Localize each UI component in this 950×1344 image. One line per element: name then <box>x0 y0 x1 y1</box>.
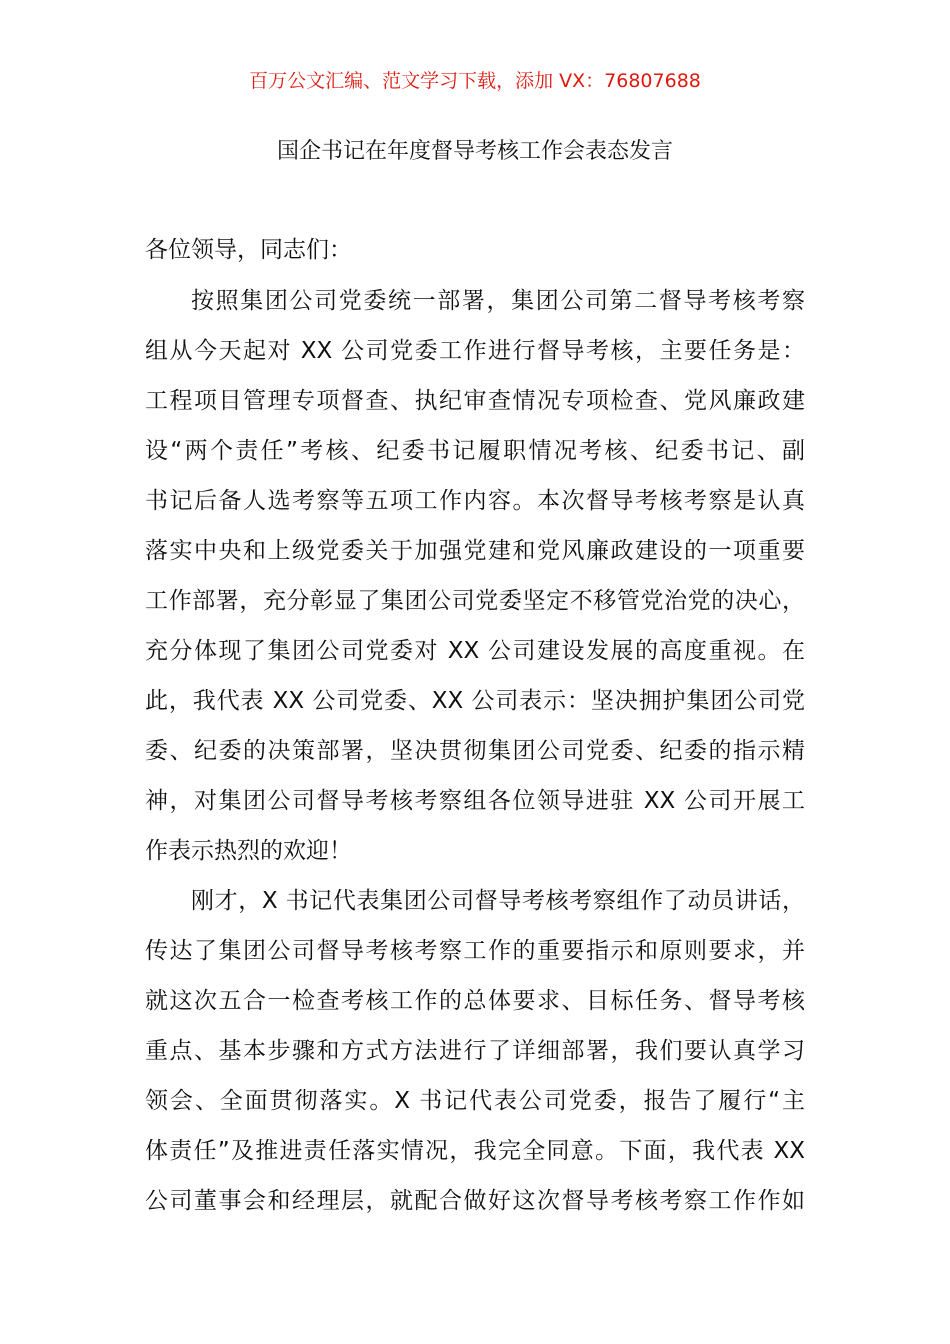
text-line: 作表示热烈的欢迎！ <box>145 838 352 864</box>
body-paragraph-2 <box>145 876 805 1226</box>
body-paragraph-1 <box>145 276 805 876</box>
text-line: 神，对集团公司督导考核考察组各位领导进驻 XX 公司开展工 <box>145 788 805 814</box>
text-line: 组从今天起对 XX 公司党委工作进行督导考核，主要任务是： <box>145 338 805 364</box>
text-line: 充分体现了集团公司党委对 XX 公司建设发展的高度重视。在 <box>145 638 805 664</box>
text-line: 设“两个责任”考核、纪委书记履职情况考核、纪委书记、副 <box>145 438 805 464</box>
text-line: 工作部署，充分彰显了集团公司党委坚定不移管党治党的决心， <box>145 588 805 614</box>
text-line: 工程项目管理专项督查、执纪审查情况专项检查、党风廉政建 <box>145 388 805 414</box>
greeting-line: 各位领导，同志们： <box>145 237 352 263</box>
text-line: 体责任”及推进责任落实情况，我完全同意。下面，我代表 XX <box>145 1138 805 1164</box>
text-line: 书记后备人选考察等五项工作内容。本次督导考核考察是认真 <box>145 488 805 514</box>
text-line: 落实中央和上级党委关于加强党建和党风廉政建设的一项重要 <box>145 538 805 564</box>
text-line: 按照集团公司党委统一部署，集团公司第二督导考核考察 <box>191 288 805 314</box>
text-line: 此，我代表 XX 公司党委、XX 公司表示：坚决拥护集团公司党 <box>145 688 805 714</box>
document-title: 国企书记在年度督导考核工作会表态发言 <box>276 139 673 164</box>
text-line: 传达了集团公司督导考核考察工作的重要指示和原则要求，并 <box>145 938 805 964</box>
text-line: 委、纪委的决策部署，坚决贯彻集团公司党委、纪委的指示精 <box>145 738 805 764</box>
text-line: 就这次五合一检查考核工作的总体要求、目标任务、督导考核 <box>145 988 805 1014</box>
text-line: 重点、基本步骤和方式方法进行了详细部署，我们要认真学习 <box>145 1038 805 1064</box>
text-line: 刚才，X 书记代表集团公司督导考核考察组作了动员讲话， <box>191 888 805 914</box>
text-line: 领会、全面贯彻落实。X 书记代表公司党委，报告了履行“主 <box>145 1088 805 1114</box>
text-line: 公司董事会和经理层，就配合做好这次督导考核考察工作作如 <box>145 1188 805 1214</box>
header-promo-note: 百万公文汇编、范文学习下载，添加 VX：76807688 <box>249 70 701 92</box>
